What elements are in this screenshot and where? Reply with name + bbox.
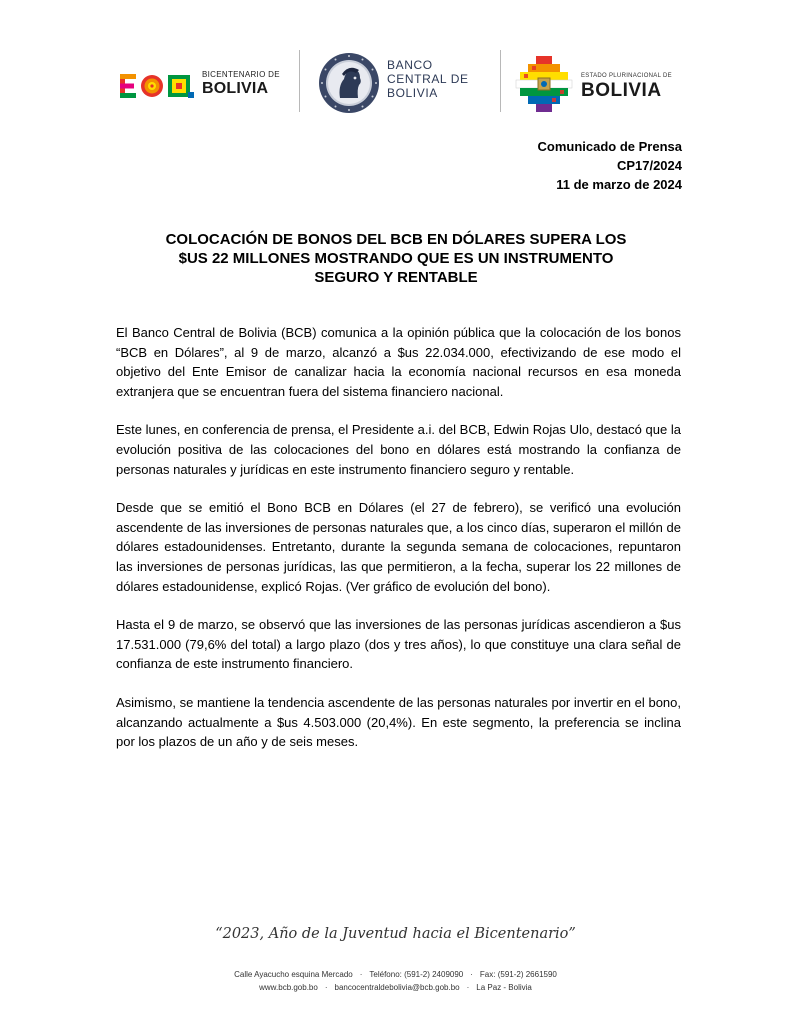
footer-phone: Teléfono: (591-2) 2409090 bbox=[369, 970, 464, 979]
footer-contact-line-2 bbox=[0, 981, 791, 994]
header-divider-right bbox=[500, 50, 501, 112]
footer-separator: · bbox=[324, 983, 328, 992]
footer-email-link[interactable]: bancocentraldebolivia@bcb.gob.bo bbox=[334, 983, 460, 992]
footer-contact bbox=[0, 968, 791, 994]
bcb-wordmark-line2: CENTRAL DE bbox=[387, 72, 469, 86]
footer-address: Calle Ayacucho esquina Mercado bbox=[234, 970, 353, 979]
press-release-info bbox=[538, 137, 682, 194]
bcb-wordmark bbox=[387, 58, 469, 100]
footer-separator: · bbox=[466, 983, 470, 992]
bicentenario-wordmark bbox=[202, 70, 280, 98]
headline bbox=[110, 230, 682, 287]
bcb-wordmark-line1: BANCO bbox=[387, 58, 433, 72]
bicentenario-logo bbox=[120, 70, 280, 104]
paragraph-3: Desde que se emitió el Bono BCB en Dólares (el 27 de febrero), se verificó una evolución ascendente de las inversiones de personas naturales que, a los cinco días, superaron el millón de dólares estadounidenses. Entretanto, durante la segunda semana de colocaciones, repuntaron las inversiones de personas jurídicas, las que permitieron, a la fecha, superar los 22 millones de dólares estadounidense, explicó Rojas. (Ver gráfico de evolución del bono). bbox=[116, 500, 681, 594]
estado-wordmark bbox=[581, 72, 672, 101]
bcb-wordmark-line3: BOLIVIA bbox=[387, 86, 438, 100]
header-divider-left bbox=[299, 50, 300, 112]
footer-separator: · bbox=[470, 970, 473, 979]
press-release-type: Comunicado de Prensa bbox=[537, 139, 682, 154]
estado-small-text: ESTADO PLURINACIONAL DE bbox=[581, 73, 672, 79]
footer-contact-line-1 bbox=[0, 968, 791, 981]
headline-line-1: COLOCACIÓN DE BONOS DEL BCB EN DÓLARES SUPERA LOS bbox=[165, 231, 627, 248]
article-body bbox=[116, 323, 681, 771]
bicentenario-small-text: BICENTENARIO DE bbox=[202, 70, 280, 79]
estado-plurinacional-logo bbox=[514, 54, 674, 114]
bcb-seal-icon bbox=[318, 52, 380, 114]
footer-fax: Fax: (591-2) 2661590 bbox=[479, 970, 557, 979]
bcb-logo bbox=[318, 52, 498, 118]
bicentenario-big-text: BOLIVIA bbox=[202, 80, 269, 97]
footer-separator: · bbox=[359, 970, 363, 979]
bicentenario-emblem-icon bbox=[120, 72, 198, 100]
estado-big-text: BOLIVIA bbox=[581, 80, 662, 101]
footer-city: La Paz - Bolivia bbox=[476, 983, 532, 992]
footer-motto: “2023, Año de la Juventud hacia el Bicentenario” bbox=[215, 926, 576, 942]
footer-website-link[interactable]: www.bcb.gob.bo bbox=[259, 983, 318, 992]
paragraph-1: El Banco Central de Bolivia (BCB) comunica a la opinión pública que la colocación de los bonos “BCB en Dólares”, al 9 de marzo, alcanzó a $us 22.034.000, efectivizando de ese modo el objetivo del Ente Emisor de canalizar hacia la economía nacional recursos en esa moneda extranjera que se encuentran fuera del sistema financiero nacional. bbox=[116, 325, 681, 399]
press-release-date: 11 de marzo de 2024 bbox=[556, 177, 682, 192]
paragraph-5: Asimismo, se mantiene la tendencia ascendente de las personas naturales por invertir en el bono, alcanzando actualmente a $us 4.503.000 (20,4%). En este segmento, la preferencia se inclina por los plazos de un año y de seis meses. bbox=[116, 694, 681, 750]
headline-line-2: $US 22 MILLONES MOSTRANDO QUE ES UN INSTRUMENTO bbox=[178, 250, 614, 267]
paragraph-2: Este lunes, en conferencia de prensa, el Presidente a.i. del BCB, Edwin Rojas Ulo, destacó que la evolución positiva de las colocaciones del bono en dólares está mostrando la confianza de personas naturales y jurídicas en este instrumento financiero seguro y rentable. bbox=[116, 422, 681, 477]
headline-line-3: SEGURO Y RENTABLE bbox=[314, 269, 478, 286]
press-release-code: CP17/2024 bbox=[616, 158, 682, 173]
paragraph-4: Hasta el 9 de marzo, se observó que las inversiones de las personas jurídicas ascendieron a $us 17.531.000 (79,6% del total) a largo plazo (dos y tres años), lo que constituye una clara señal de confianza de este instrumento financiero. bbox=[116, 617, 681, 672]
estado-coat-of-arms-icon bbox=[514, 54, 574, 114]
